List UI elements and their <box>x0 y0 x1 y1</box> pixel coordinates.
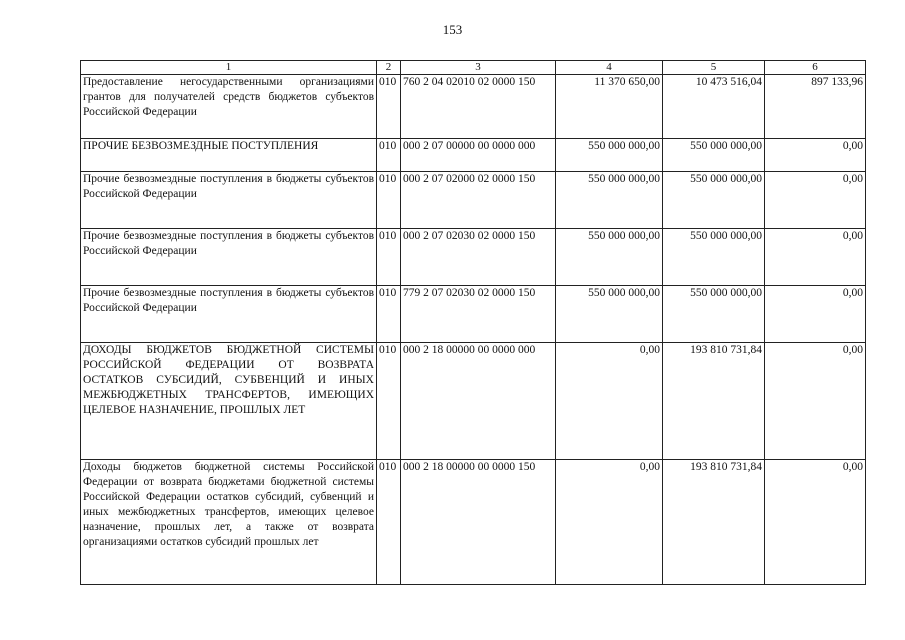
row-col4: 11 370 650,00 <box>556 75 663 139</box>
header-col-5: 5 <box>663 61 765 75</box>
row-code: 010 <box>377 460 401 585</box>
row-col5: 193 810 731,84 <box>663 460 765 585</box>
row-code: 010 <box>377 75 401 139</box>
row-col4: 0,00 <box>556 343 663 460</box>
table-header-row <box>81 61 866 75</box>
row-kbk: 760 2 04 02010 02 0000 150 <box>401 75 556 139</box>
row-col5: 550 000 000,00 <box>663 286 765 343</box>
row-description: Прочие безвозмездные поступления в бюджеты субъектов Российской Федерации <box>81 229 377 286</box>
row-col5: 550 000 000,00 <box>663 229 765 286</box>
header-col-3: 3 <box>401 61 556 75</box>
row-kbk: 779 2 07 02030 02 0000 150 <box>401 286 556 343</box>
row-code: 010 <box>377 229 401 286</box>
row-col6: 0,00 <box>765 343 866 460</box>
page-number: 153 <box>442 22 463 37</box>
table-row <box>81 172 866 229</box>
row-description: Прочие безвозмездные поступления в бюджеты субъектов Российской Федерации <box>81 172 377 229</box>
table-row <box>81 229 866 286</box>
header-col-1: 1 <box>81 61 377 75</box>
row-description: ПРОЧИЕ БЕЗВОЗМЕЗДНЫЕ ПОСТУПЛЕНИЯ <box>81 139 377 172</box>
row-col4: 550 000 000,00 <box>556 229 663 286</box>
row-kbk: 000 2 07 00000 00 0000 000 <box>401 139 556 172</box>
budget-table <box>80 60 866 585</box>
header-col-4: 4 <box>556 61 663 75</box>
row-code: 010 <box>377 172 401 229</box>
row-col4: 0,00 <box>556 460 663 585</box>
row-col6: 897 133,96 <box>765 75 866 139</box>
row-kbk: 000 2 18 00000 00 0000 150 <box>401 460 556 585</box>
row-description: Предоставление негосударственными организациями грантов для получателей средств бюджетов субъектов Российской Федерации <box>81 75 377 139</box>
table-row <box>81 460 866 585</box>
row-kbk: 000 2 18 00000 00 0000 000 <box>401 343 556 460</box>
row-col5: 550 000 000,00 <box>663 139 765 172</box>
row-col5: 10 473 516,04 <box>663 75 765 139</box>
row-code: 010 <box>377 139 401 172</box>
row-col5: 550 000 000,00 <box>663 172 765 229</box>
table-row <box>81 286 866 343</box>
table-row <box>81 139 866 172</box>
row-col6: 0,00 <box>765 172 866 229</box>
row-col6: 0,00 <box>765 460 866 585</box>
row-kbk: 000 2 07 02030 02 0000 150 <box>401 229 556 286</box>
row-description: Прочие безвозмездные поступления в бюджеты субъектов Российской Федерации <box>81 286 377 343</box>
row-col6: 0,00 <box>765 286 866 343</box>
row-col5: 193 810 731,84 <box>663 343 765 460</box>
header-col-6: 6 <box>765 61 866 75</box>
row-code: 010 <box>377 286 401 343</box>
row-col4: 550 000 000,00 <box>556 286 663 343</box>
row-code: 010 <box>377 343 401 460</box>
row-description: Доходы бюджетов бюджетной системы Российской Федерации от возврата бюджетами бюджетной системы Российской Федерации остатков субсидий, субвенций и иных межбюджетных трансфертов, имеющих целевое назначение, прошлых лет, а также от возврата организациями остатков субсидий прошлых лет <box>81 460 377 585</box>
table-row <box>81 343 866 460</box>
row-col6: 0,00 <box>765 139 866 172</box>
row-col6: 0,00 <box>765 229 866 286</box>
row-kbk: 000 2 07 02000 02 0000 150 <box>401 172 556 229</box>
row-col4: 550 000 000,00 <box>556 139 663 172</box>
table-row <box>81 75 866 139</box>
row-col4: 550 000 000,00 <box>556 172 663 229</box>
row-description: ДОХОДЫ БЮДЖЕТОВ БЮДЖЕТНОЙ СИСТЕМЫ РОССИЙСКОЙ ФЕДЕРАЦИИ ОТ ВОЗВРАТА ОСТАТКОВ СУБСИДИЙ, СУБВЕНЦИЙ И ИНЫХ МЕЖБЮДЖЕТНЫХ ТРАНСФЕРТОВ, ИМЕЮЩИХ ЦЕЛЕВОЕ НАЗНАЧЕНИЕ, ПРОШЛЫХ ЛЕТ <box>81 343 377 460</box>
header-col-2: 2 <box>377 61 401 75</box>
